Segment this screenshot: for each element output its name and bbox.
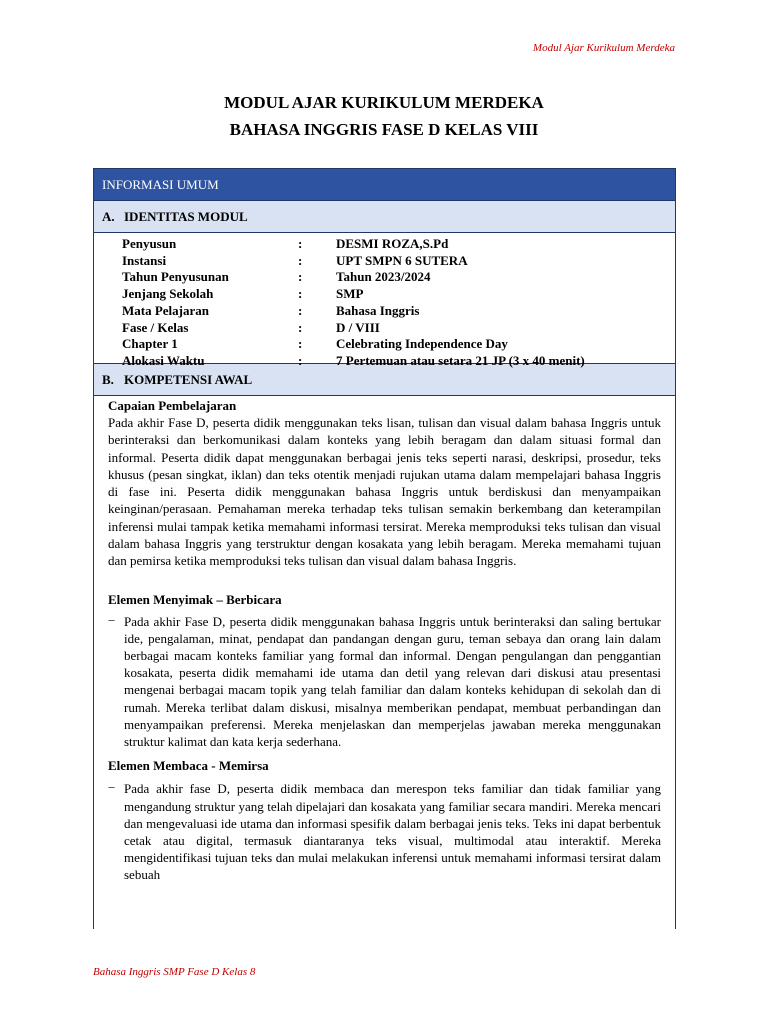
identitas-row: Jenjang Sekolah : SMP [122, 286, 364, 302]
running-header: Modul Ajar Kurikulum Merdeka [532, 42, 675, 54]
section-identitas-label: IDENTITAS MODUL [124, 208, 248, 224]
identitas-row: Instansi : UPT SMPN 6 SUTERA [122, 252, 468, 268]
dash-bullet: − [108, 780, 116, 796]
list-item [108, 613, 661, 751]
elemen-membaca-text: Pada akhir fase D, peserta didik membaca dan merespon teks familiar dan tidak familiar yang mengandung struktur yang telah dipelajari dan kosakata yang familiar secara mandiri. Mereka mencari dan mengevaluasi ide utama dan informasi spesifik dalam berbagai jenis teks. Teks ini dapat berbentuk cetak atau digital, termasuk diantaranya teks visual, multimodal atau interaktif. Mereka mengidentifikasi tujuan teks dan mulai melakukan inferensi untuk memahami informasi tersirat dalam sebuah [124, 781, 661, 883]
section-kompetensi-label: KOMPETENSI AWAL [124, 371, 253, 387]
kompetensi-content [94, 396, 675, 884]
running-footer: Bahasa Inggris SMP Fase D Kelas 8 [93, 966, 256, 978]
elemen-menyimak-text: Pada akhir Fase D, peserta didik menggunakan bahasa Inggris untuk berinteraksi dan saling bertukar ide, pengalaman, minat, pendapat dan pandangan dengan guru, teman sebaya dan orang lain dalam berbagai macam konteks familiar yang formal dan informal. Dengan pengulangan dan penggantian kosakata, peserta didik memahami ide utama dan detil yang relevan dari diskusi atau presentasi mengenai berbagai macam topik yang telah familiar dan dalam konteks kehidupan di sekolah dan di rumah. Mereka terlibat dalam diskusi, misalnya memberikan pendapat, membuat perbandingan dan menyampaikan preferensi. Mereka menjelaskan dan memperjelas jawaban mereka menggunakan struktur kalimat dan kata kerja sederhana. [124, 613, 661, 750]
section-identitas-modul [94, 201, 675, 233]
elemen-membaca-heading: Elemen Membaca - Memirsa [108, 758, 269, 774]
section-informasi-umum [94, 169, 675, 201]
module-table [93, 168, 676, 929]
identitas-row: Tahun Penyusunan : Tahun 2023/2024 [122, 269, 431, 285]
document-subtitle: BAHASA INGGRIS FASE D KELAS VIII [229, 120, 539, 139]
section-letter: B. [102, 371, 114, 387]
identitas-row: Chapter 1 : Celebrating Independence Day [122, 336, 508, 352]
identitas-row: Fase / Kelas : D / VIII [122, 319, 380, 335]
identitas-row: Penyusun : DESMI ROZA,S.Pd [122, 236, 449, 251]
list-item [108, 780, 661, 883]
section-letter: A. [102, 208, 115, 224]
identitas-row: Mata Pelajaran : Bahasa Inggris [122, 302, 420, 318]
elemen-menyimak-heading: Elemen Menyimak – Berbicara [108, 591, 282, 607]
identitas-list [94, 233, 675, 368]
section-informasi-umum-label: INFORMASI UMUM [102, 176, 219, 192]
dash-bullet: − [108, 612, 116, 628]
capaian-text: Pada akhir Fase D, peserta didik menggunakan teks lisan, tulisan dan visual dalam bahasa Inggris untuk berinteraksi dan berkomunikasi dalam konteks yang lebih beragam dan dalam situasi formal dan informal. Peserta didik dapat menggunakan berbagai jenis teks seperti narasi, deskripsi, prosedur, teks khusus (pesan singkat, iklan) dan teks otentik menjadi rujukan utama dalam mempelajari bahasa Inggris di fase ini. Peserta didik menggunakan bahasa Inggris untuk berdiskusi dan menyampaikan keinginan/perasaan. Pemahaman mereka terhadap teks tulisan semakin berkembang dan keterampilan inferensi mulai tampak ketika memahami informasi tersirat. Mereka memproduksi teks tulisan dan visual dalam bahasa Inggris yang terstruktur dengan kosakata yang lebih beragam. Mereka memahami tujuan dan pemirsa ketika memproduksi teks tulisan dan visual dalam bahasa Inggris. [108, 415, 661, 569]
identitas-row: Alokasi Waktu : 7 Pertemuan atau setara 21 JP (3 x 40 menit) [122, 352, 585, 368]
capaian-heading: Capaian Pembelajaran [108, 398, 237, 413]
document-title: MODUL AJAR KURIKULUM MERDEKA [224, 93, 544, 112]
